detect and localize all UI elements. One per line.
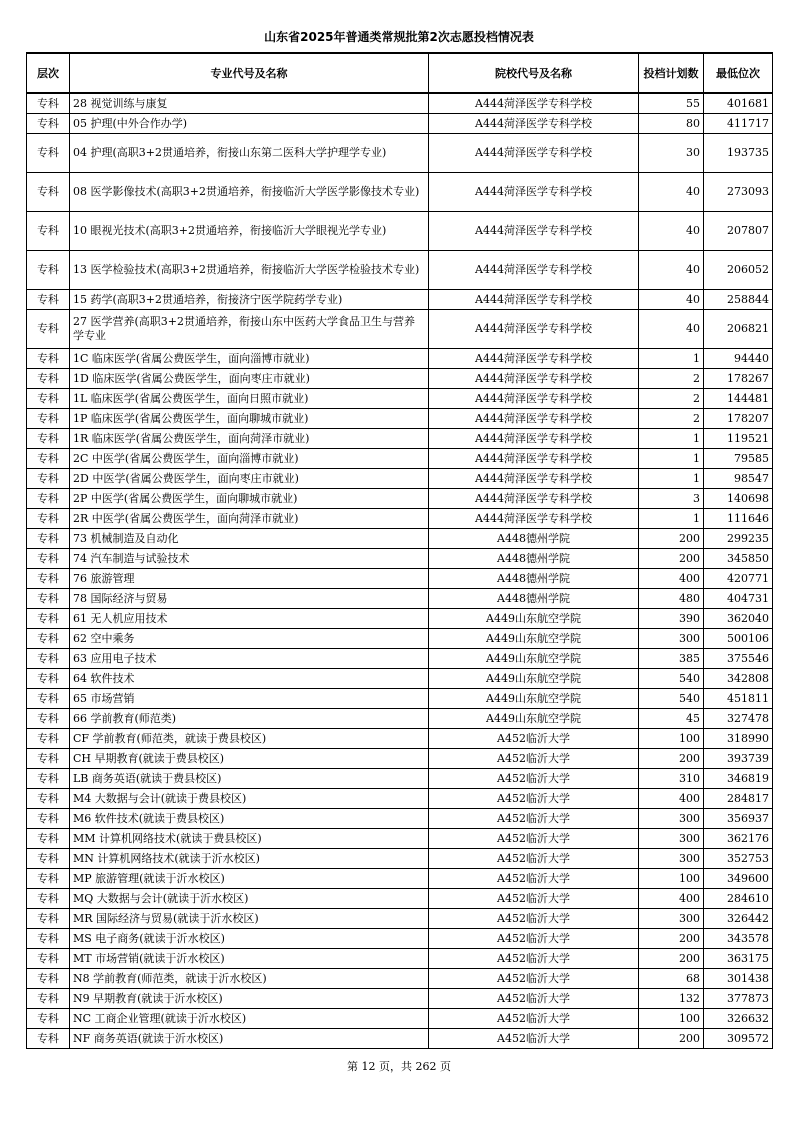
cell-school: A444菏泽医学专科学校 — [429, 310, 639, 349]
cell-level: 专科 — [27, 649, 70, 669]
cell-major: MS 电子商务(就读于沂水校区) — [70, 929, 429, 949]
cell-major: 2C 中医学(省属公费医学生，面向淄博市就业) — [70, 449, 429, 469]
cell-school: A448德州学院 — [429, 529, 639, 549]
cell-major: LB 商务英语(就读于费县校区) — [70, 769, 429, 789]
cell-major: 2D 中医学(省属公费医学生，面向枣庄市就业) — [70, 469, 429, 489]
cell-level: 专科 — [27, 569, 70, 589]
cell-level: 专科 — [27, 709, 70, 729]
table-row — [27, 134, 773, 173]
cell-level: 专科 — [27, 134, 70, 173]
table-row — [27, 290, 773, 310]
table-row — [27, 909, 773, 929]
cell-school: A449山东航空学院 — [429, 689, 639, 709]
cell-school: A452临沂大学 — [429, 1009, 639, 1029]
table-row — [27, 769, 773, 789]
cell-level: 专科 — [27, 749, 70, 769]
cell-plan: 40 — [639, 251, 704, 290]
cell-school: A444菏泽医学专科学校 — [429, 429, 639, 449]
cell-plan: 540 — [639, 669, 704, 689]
cell-rank: 98547 — [704, 469, 773, 489]
cell-rank: 345850 — [704, 549, 773, 569]
cell-major: 04 护理(高职3+2贯通培养，衔接山东第二医科大学护理学专业) — [70, 134, 429, 173]
cell-plan: 200 — [639, 949, 704, 969]
table-row — [27, 549, 773, 569]
cell-level: 专科 — [27, 609, 70, 629]
cell-plan: 540 — [639, 689, 704, 709]
cell-rank: 500106 — [704, 629, 773, 649]
table-row — [27, 1029, 773, 1049]
page-title: 山东省2025年普通类常规批第2次志愿投档情况表 — [264, 30, 534, 44]
table-row — [27, 589, 773, 609]
table-row — [27, 409, 773, 429]
cell-rank: 420771 — [704, 569, 773, 589]
cell-level: 专科 — [27, 389, 70, 409]
cell-plan: 300 — [639, 909, 704, 929]
page-footer: 第 12 页，共 262 页 — [347, 1060, 451, 1073]
cell-plan: 300 — [639, 849, 704, 869]
cell-level: 专科 — [27, 989, 70, 1009]
cell-rank: 342808 — [704, 669, 773, 689]
cell-level: 专科 — [27, 729, 70, 749]
cell-school: A444菏泽医学专科学校 — [429, 469, 639, 489]
cell-school: A449山东航空学院 — [429, 629, 639, 649]
cell-plan: 100 — [639, 869, 704, 889]
cell-level: 专科 — [27, 869, 70, 889]
cell-plan: 80 — [639, 114, 704, 134]
cell-level: 专科 — [27, 529, 70, 549]
cell-major: 28 视觉训练与康复 — [70, 93, 429, 114]
cell-plan: 1 — [639, 509, 704, 529]
cell-rank: 393739 — [704, 749, 773, 769]
cell-major: NC 工商企业管理(就读于沂水校区) — [70, 1009, 429, 1029]
cell-rank: 299235 — [704, 529, 773, 549]
header-rank: 最低位次 — [704, 53, 773, 93]
header-school: 院校代号及名称 — [429, 53, 639, 93]
cell-plan: 480 — [639, 589, 704, 609]
cell-rank: 273093 — [704, 173, 773, 212]
cell-plan: 40 — [639, 310, 704, 349]
table-row — [27, 689, 773, 709]
header-plan: 投档计划数 — [639, 53, 704, 93]
table-row — [27, 809, 773, 829]
table-row — [27, 489, 773, 509]
table-row — [27, 469, 773, 489]
cell-major: 08 医学影像技术(高职3+2贯通培养，衔接临沂大学医学影像技术专业) — [70, 173, 429, 212]
cell-school: A452临沂大学 — [429, 949, 639, 969]
cell-level: 专科 — [27, 689, 70, 709]
cell-rank: 178267 — [704, 369, 773, 389]
cell-school: A452临沂大学 — [429, 969, 639, 989]
cell-major: 1C 临床医学(省属公费医学生，面向淄博市就业) — [70, 349, 429, 369]
table-row — [27, 869, 773, 889]
cell-major: 63 应用电子技术 — [70, 649, 429, 669]
cell-rank: 309572 — [704, 1029, 773, 1049]
cell-major: 66 学前教育(师范类) — [70, 709, 429, 729]
cell-plan: 40 — [639, 290, 704, 310]
table-row — [27, 609, 773, 629]
table-row — [27, 349, 773, 369]
cell-major: 1D 临床医学(省属公费医学生，面向枣庄市就业) — [70, 369, 429, 389]
table-row — [27, 849, 773, 869]
cell-rank: 326632 — [704, 1009, 773, 1029]
cell-school: A444菏泽医学专科学校 — [429, 349, 639, 369]
cell-rank: 193735 — [704, 134, 773, 173]
cell-plan: 200 — [639, 529, 704, 549]
cell-plan: 100 — [639, 729, 704, 749]
cell-major: N9 早期教育(就读于沂水校区) — [70, 989, 429, 1009]
cell-rank: 401681 — [704, 93, 773, 114]
cell-school: A444菏泽医学专科学校 — [429, 173, 639, 212]
table-row — [27, 789, 773, 809]
cell-major: MR 国际经济与贸易(就读于沂水校区) — [70, 909, 429, 929]
cell-level: 专科 — [27, 509, 70, 529]
cell-plan: 40 — [639, 212, 704, 251]
cell-plan: 100 — [639, 1009, 704, 1029]
cell-level: 专科 — [27, 549, 70, 569]
table-row — [27, 93, 773, 114]
admission-table — [26, 52, 773, 1049]
cell-rank: 178207 — [704, 409, 773, 429]
table-row — [27, 629, 773, 649]
cell-plan: 400 — [639, 889, 704, 909]
cell-school: A452临沂大学 — [429, 849, 639, 869]
cell-major: MN 计算机网络技术(就读于沂水校区) — [70, 849, 429, 869]
cell-level: 专科 — [27, 929, 70, 949]
cell-level: 专科 — [27, 969, 70, 989]
cell-plan: 200 — [639, 549, 704, 569]
cell-school: A452临沂大学 — [429, 749, 639, 769]
cell-school: A444菏泽医学专科学校 — [429, 93, 639, 114]
cell-rank: 284817 — [704, 789, 773, 809]
cell-plan: 400 — [639, 789, 704, 809]
table-row — [27, 114, 773, 134]
table-row — [27, 449, 773, 469]
cell-major: M4 大数据与会计(就读于费县校区) — [70, 789, 429, 809]
cell-level: 专科 — [27, 449, 70, 469]
cell-plan: 1 — [639, 349, 704, 369]
cell-level: 专科 — [27, 889, 70, 909]
cell-school: A449山东航空学院 — [429, 669, 639, 689]
cell-rank: 411717 — [704, 114, 773, 134]
table-body — [27, 93, 773, 1049]
cell-plan: 1 — [639, 449, 704, 469]
cell-rank: 349600 — [704, 869, 773, 889]
cell-rank: 284610 — [704, 889, 773, 909]
table-row — [27, 569, 773, 589]
table-row — [27, 949, 773, 969]
cell-rank: 404731 — [704, 589, 773, 609]
cell-level: 专科 — [27, 212, 70, 251]
cell-plan: 310 — [639, 769, 704, 789]
cell-plan: 40 — [639, 173, 704, 212]
cell-plan: 1 — [639, 469, 704, 489]
cell-major: 2R 中医学(省属公费医学生，面向菏泽市就业) — [70, 509, 429, 529]
cell-level: 专科 — [27, 173, 70, 212]
cell-rank: 258844 — [704, 290, 773, 310]
cell-plan: 1 — [639, 429, 704, 449]
table-row — [27, 369, 773, 389]
cell-school: A444菏泽医学专科学校 — [429, 369, 639, 389]
cell-level: 专科 — [27, 769, 70, 789]
cell-school: A444菏泽医学专科学校 — [429, 114, 639, 134]
cell-major: MM 计算机网络技术(就读于费县校区) — [70, 829, 429, 849]
table-row — [27, 709, 773, 729]
cell-major: 15 药学(高职3+2贯通培养，衔接济宁医学院药学专业) — [70, 290, 429, 310]
cell-school: A444菏泽医学专科学校 — [429, 212, 639, 251]
cell-major: 10 眼视光技术(高职3+2贯通培养，衔接临沂大学眼视光学专业) — [70, 212, 429, 251]
cell-school: A452临沂大学 — [429, 1029, 639, 1049]
cell-plan: 200 — [639, 929, 704, 949]
cell-major: 1P 临床医学(省属公费医学生，面向聊城市就业) — [70, 409, 429, 429]
cell-major: 05 护理(中外合作办学) — [70, 114, 429, 134]
cell-level: 专科 — [27, 310, 70, 349]
cell-school: A452临沂大学 — [429, 809, 639, 829]
cell-major: MQ 大数据与会计(就读于沂水校区) — [70, 889, 429, 909]
cell-level: 专科 — [27, 409, 70, 429]
cell-major: 62 空中乘务 — [70, 629, 429, 649]
cell-rank: 206052 — [704, 251, 773, 290]
table-row — [27, 310, 773, 349]
cell-major: 74 汽车制造与试验技术 — [70, 549, 429, 569]
cell-plan: 300 — [639, 809, 704, 829]
cell-major: CF 学前教育(师范类，就读于费县校区) — [70, 729, 429, 749]
cell-level: 专科 — [27, 469, 70, 489]
cell-rank: 346819 — [704, 769, 773, 789]
cell-level: 专科 — [27, 669, 70, 689]
cell-school: A452临沂大学 — [429, 829, 639, 849]
cell-rank: 327478 — [704, 709, 773, 729]
cell-level: 专科 — [27, 93, 70, 114]
cell-major: 13 医学检验技术(高职3+2贯通培养，衔接临沂大学医学检验技术专业) — [70, 251, 429, 290]
cell-plan: 2 — [639, 369, 704, 389]
table-row — [27, 1009, 773, 1029]
cell-level: 专科 — [27, 829, 70, 849]
cell-level: 专科 — [27, 1009, 70, 1029]
cell-rank: 326442 — [704, 909, 773, 929]
cell-school: A452临沂大学 — [429, 789, 639, 809]
cell-plan: 55 — [639, 93, 704, 114]
cell-major: 2P 中医学(省属公费医学生，面向聊城市就业) — [70, 489, 429, 509]
cell-level: 专科 — [27, 909, 70, 929]
cell-major: 27 医学营养(高职3+2贯通培养，衔接山东中医药大学食品卫生与营养学专业 — [70, 310, 429, 349]
cell-rank: 352753 — [704, 849, 773, 869]
cell-major: 65 市场营销 — [70, 689, 429, 709]
cell-school: A452临沂大学 — [429, 729, 639, 749]
cell-level: 专科 — [27, 429, 70, 449]
cell-major: 64 软件技术 — [70, 669, 429, 689]
cell-rank: 362040 — [704, 609, 773, 629]
cell-plan: 2 — [639, 409, 704, 429]
cell-school: A452临沂大学 — [429, 909, 639, 929]
cell-plan: 400 — [639, 569, 704, 589]
cell-level: 专科 — [27, 349, 70, 369]
table-row — [27, 989, 773, 1009]
cell-rank: 119521 — [704, 429, 773, 449]
cell-school: A444菏泽医学专科学校 — [429, 409, 639, 429]
cell-rank: 451811 — [704, 689, 773, 709]
cell-level: 专科 — [27, 1029, 70, 1049]
cell-plan: 68 — [639, 969, 704, 989]
cell-rank: 140698 — [704, 489, 773, 509]
table-row — [27, 509, 773, 529]
cell-school: A448德州学院 — [429, 589, 639, 609]
cell-rank: 207807 — [704, 212, 773, 251]
cell-level: 专科 — [27, 489, 70, 509]
cell-rank: 144481 — [704, 389, 773, 409]
cell-school: A449山东航空学院 — [429, 609, 639, 629]
cell-rank: 356937 — [704, 809, 773, 829]
cell-school: A444菏泽医学专科学校 — [429, 290, 639, 310]
cell-plan: 300 — [639, 629, 704, 649]
cell-school: A444菏泽医学专科学校 — [429, 449, 639, 469]
table-row — [27, 251, 773, 290]
cell-school: A452临沂大学 — [429, 869, 639, 889]
cell-plan: 132 — [639, 989, 704, 1009]
header-major: 专业代号及名称 — [70, 53, 429, 93]
cell-plan: 30 — [639, 134, 704, 173]
cell-school: A452临沂大学 — [429, 889, 639, 909]
cell-plan: 200 — [639, 1029, 704, 1049]
table-row — [27, 173, 773, 212]
cell-school: A444菏泽医学专科学校 — [429, 389, 639, 409]
cell-plan: 200 — [639, 749, 704, 769]
cell-level: 专科 — [27, 629, 70, 649]
cell-level: 专科 — [27, 809, 70, 829]
cell-major: 61 无人机应用技术 — [70, 609, 429, 629]
cell-rank: 343578 — [704, 929, 773, 949]
cell-major: MT 市场营销(就读于沂水校区) — [70, 949, 429, 969]
cell-rank: 79585 — [704, 449, 773, 469]
cell-rank: 111646 — [704, 509, 773, 529]
table-row — [27, 529, 773, 549]
cell-school: A449山东航空学院 — [429, 709, 639, 729]
cell-rank: 318990 — [704, 729, 773, 749]
cell-rank: 362176 — [704, 829, 773, 849]
cell-school: A444菏泽医学专科学校 — [429, 134, 639, 173]
table-row — [27, 749, 773, 769]
cell-major: M6 软件技术(就读于费县校区) — [70, 809, 429, 829]
table-row — [27, 889, 773, 909]
cell-level: 专科 — [27, 589, 70, 609]
cell-school: A444菏泽医学专科学校 — [429, 489, 639, 509]
cell-plan: 385 — [639, 649, 704, 669]
cell-major: 76 旅游管理 — [70, 569, 429, 589]
table-row — [27, 429, 773, 449]
cell-level: 专科 — [27, 114, 70, 134]
cell-school: A444菏泽医学专科学校 — [429, 509, 639, 529]
cell-rank: 375546 — [704, 649, 773, 669]
table-row — [27, 969, 773, 989]
cell-major: NF 商务英语(就读于沂水校区) — [70, 1029, 429, 1049]
cell-plan: 300 — [639, 829, 704, 849]
cell-rank: 94440 — [704, 349, 773, 369]
table-row — [27, 669, 773, 689]
cell-major: N8 学前教育(师范类，就读于沂水校区) — [70, 969, 429, 989]
cell-rank: 377873 — [704, 989, 773, 1009]
cell-rank: 206821 — [704, 310, 773, 349]
cell-school: A452临沂大学 — [429, 989, 639, 1009]
cell-rank: 301438 — [704, 969, 773, 989]
cell-school: A444菏泽医学专科学校 — [429, 251, 639, 290]
cell-school: A449山东航空学院 — [429, 649, 639, 669]
cell-plan: 390 — [639, 609, 704, 629]
cell-plan: 2 — [639, 389, 704, 409]
cell-major: CH 早期教育(就读于费县校区) — [70, 749, 429, 769]
cell-school: A448德州学院 — [429, 569, 639, 589]
cell-level: 专科 — [27, 949, 70, 969]
cell-major: 1R 临床医学(省属公费医学生，面向菏泽市就业) — [70, 429, 429, 449]
table-row — [27, 389, 773, 409]
table-header-row — [27, 53, 773, 93]
table-row — [27, 729, 773, 749]
cell-level: 专科 — [27, 251, 70, 290]
cell-major: 73 机械制造及自动化 — [70, 529, 429, 549]
cell-level: 专科 — [27, 369, 70, 389]
header-level: 层次 — [27, 53, 70, 93]
table-row — [27, 929, 773, 949]
cell-major: 1L 临床医学(省属公费医学生，面向日照市就业) — [70, 389, 429, 409]
cell-school: A452临沂大学 — [429, 769, 639, 789]
cell-level: 专科 — [27, 290, 70, 310]
cell-major: MP 旅游管理(就读于沂水校区) — [70, 869, 429, 889]
table-row — [27, 212, 773, 251]
cell-level: 专科 — [27, 789, 70, 809]
cell-school: A452临沂大学 — [429, 929, 639, 949]
cell-school: A448德州学院 — [429, 549, 639, 569]
cell-plan: 45 — [639, 709, 704, 729]
table-row — [27, 649, 773, 669]
cell-plan: 3 — [639, 489, 704, 509]
table-row — [27, 829, 773, 849]
cell-level: 专科 — [27, 849, 70, 869]
cell-rank: 363175 — [704, 949, 773, 969]
cell-major: 78 国际经济与贸易 — [70, 589, 429, 609]
